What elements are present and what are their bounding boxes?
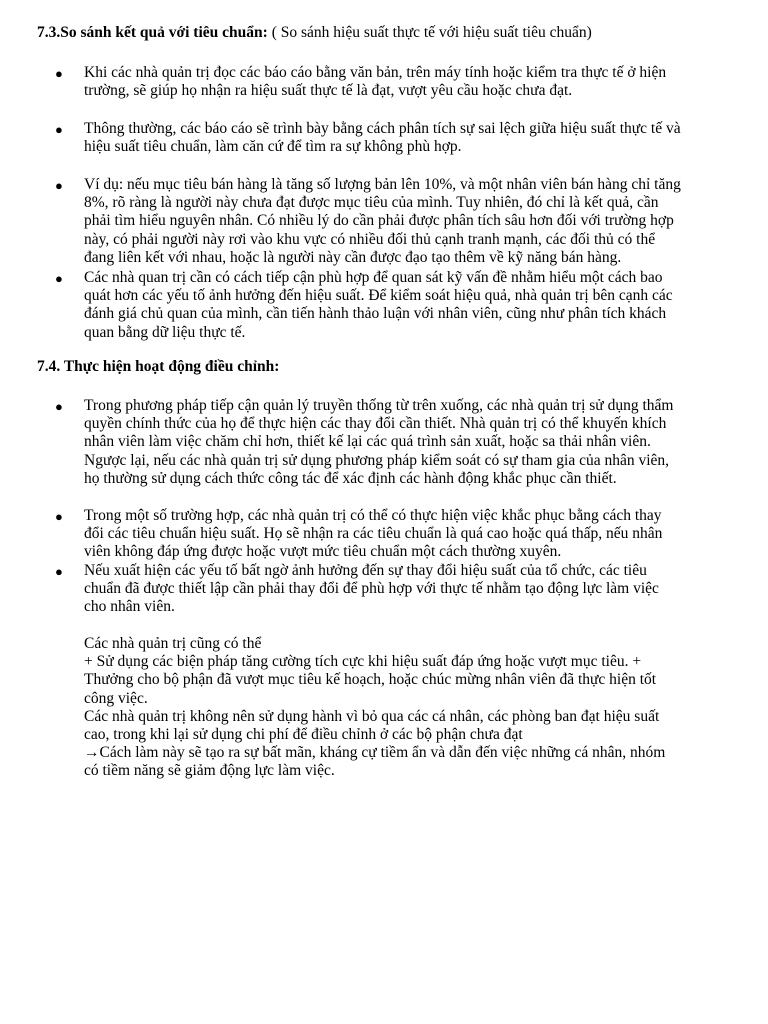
- bullet-paragraph: [84, 120, 734, 156]
- text-line: Các nhà quản trị không nên sử dụng hành vì bỏ qua các cá nhân, các phòng ban đạt hiệu suất: [84, 707, 660, 725]
- text-line: →Cách làm này sẽ tạo ra sự bất mãn, kháng cự tiềm ẩn và dẫn đến việc những cá nhân, nhóm: [84, 744, 666, 762]
- bullet-dot: ●: [55, 564, 63, 579]
- section-7-4-heading: [37, 358, 737, 376]
- text-line: 8%, rõ ràng là người này chưa đạt được mục tiêu của mình. Tuy nhiên, đó chỉ là kết quả, cần: [84, 194, 659, 212]
- text-line: công việc.: [84, 689, 148, 707]
- text-line: phải tìm hiểu nguyên nhân. Có nhiều lý do cần phải được phân tích sâu hơn đối với trường hợp: [84, 212, 674, 230]
- text-line: quan bằng dữ liệu thực tế.: [84, 323, 246, 341]
- text-line: nhân viên làm việc chăm chỉ hơn, thiết kế lại các quá trình sản xuất, hoặc sa thải nhân viên.: [84, 433, 651, 451]
- text-line: quát hơn các yếu tố ảnh hưởng đến hiệu suất. Để kiểm soát hiệu quả, nhà quản trị bên cạnh các: [84, 287, 673, 305]
- section-7-3-title: 7.3.So sánh kết quả với tiêu chuẩn:: [37, 24, 268, 41]
- bullet-paragraph: [84, 397, 734, 488]
- text-line: có tiềm năng sẽ giảm động lực làm việc.: [84, 762, 335, 780]
- bullet-paragraph: [84, 176, 734, 267]
- text-line: chuẩn đã được thiết lập cần phải thay đổi để phù hợp với thực tế nhằm tạo động lực làm việc: [84, 580, 659, 598]
- text-line: đánh giá chủ quan của mình, cần tiến hành thảo luận với nhân viên, cũng như phân tích khách: [84, 305, 667, 323]
- closing-paragraph: [84, 635, 734, 781]
- section-7-4-title: 7.4. Thực hiện hoạt động điều chỉnh:: [37, 358, 280, 375]
- section-7-3-subtitle: ( So sánh hiệu suất thực tế với hiệu suất tiêu chuẩn): [267, 24, 592, 41]
- text-line: Ví dụ: nếu mục tiêu bán hàng là tăng số lượng bản lên 10%, và một nhân viên bán hàng chỉ tăng: [84, 176, 681, 193]
- text-line: Nếu xuất hiện các yếu tố bất ngờ ảnh hưởng đến sự thay đổi hiệu suất của tổ chức, các tiêu: [84, 562, 647, 579]
- text-line: Ngược lại, nếu các nhà quản trị sử dụng phương pháp kiểm soát có sự tham gia của nhân viên,: [84, 451, 670, 469]
- text-line: + Sử dụng các biện pháp tăng cường tích cực khi hiệu suất đáp ứng hoặc vượt mục tiêu. +: [84, 653, 642, 671]
- bullet-dot: ●: [55, 122, 63, 137]
- text-line: Thông thường, các báo cáo sẽ trình bày bằng cách phân tích sự sai lệch giữa hiệu suất thực tế và: [84, 120, 681, 137]
- bullet-paragraph: [84, 507, 734, 562]
- bullet-paragraph: [84, 269, 734, 342]
- text-line: đang liên kết với nhau, hoặc là người này cần được đạo tạo thêm về kỹ năng bán hàng.: [84, 248, 622, 266]
- section-7-3-heading: [37, 24, 737, 42]
- text-line: cho nhân viên.: [84, 598, 175, 616]
- text-line: Các nhà quản trị cũng có thể: [84, 635, 262, 652]
- bullet-dot: ●: [55, 271, 63, 286]
- bullet-dot: ●: [55, 399, 63, 414]
- text-line: này, có phải người này rơi vào khu vực có nhiều đối thủ cạnh tranh mạnh, các đối thủ có thể: [84, 230, 656, 248]
- bullet-paragraph: [84, 64, 734, 100]
- text-line: trường, sẽ giúp họ nhận ra hiệu suất thực tế là đạt, vượt yêu cầu hoặc chưa đạt.: [84, 82, 573, 100]
- bullet-dot: ●: [55, 66, 63, 81]
- text-line: Trong phương pháp tiếp cận quản lý truyền thống từ trên xuống, các nhà quản trị sử dụng thẩm: [84, 397, 674, 414]
- text-line: viên không đáp ứng được hoặc vượt mức tiêu chuẩn một cách thường xuyên.: [84, 543, 562, 561]
- bullet-dot: ●: [55, 509, 63, 524]
- text-line: Các nhà quan trị cần có cách tiếp cận phù hợp để quan sát kỹ vấn đề nhằm hiểu một cách bao: [84, 269, 663, 286]
- text-line: Khi các nhà quản trị đọc các báo cáo bằng văn bản, trên máy tính hoặc kiểm tra thực tế ở hiện: [84, 64, 667, 81]
- bullet-dot: ●: [55, 178, 63, 193]
- text-line: họ thường sử dụng cách thức công tác để xác định các hành động khắc phục cần thiết.: [84, 469, 617, 487]
- text-line: Thưởng cho bộ phận đã vượt mục tiêu kế hoạch, hoặc chúc mừng nhân viên đã thực hiện tốt: [84, 671, 657, 689]
- text-line: quyền chính thức của họ để thực hiện các thay đổi cần thiết. Nhà quản trị có thể khuyến khích: [84, 415, 667, 433]
- bullet-paragraph: [84, 562, 734, 617]
- text-line: cao, trong khi lại sử dụng chi phí để điều chỉnh ở các bộ phận chưa đạt: [84, 726, 523, 744]
- text-line: hiệu suất tiêu chuẩn, làm căn cứ để tìm ra sự không phù hợp.: [84, 138, 462, 156]
- text-line: đổi các tiêu chuẩn hiệu suất. Họ sẽ nhận ra các tiêu chuẩn là quá cao hoặc quá thấp, nếu nhân: [84, 525, 663, 543]
- text-line: Trong một số trường hợp, các nhà quản trị có thể có thực hiện việc khắc phục bằng cách thay: [84, 507, 662, 524]
